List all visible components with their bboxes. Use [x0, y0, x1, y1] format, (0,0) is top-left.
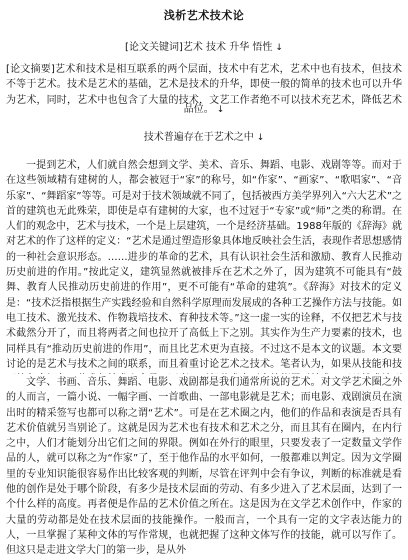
article-title: 浅析艺术技术论	[163, 9, 245, 22]
article-abstract: [论文摘要]艺术和技术是相互联系的两个层面，技术中有艺术，艺术中也有技术，但技术不等于艺术。技术是艺术的基础，艺术是技术的升华，即使一般的简单的技术也可以升华为艺术，同时，艺术中也包含了大量的技术，文艺工作者绝不可以技术充艺术，降低艺术	[6, 64, 402, 106]
body-paragraph-2: 文学、书画、音乐、舞蹈、电影、戏剧都是我们通常所说的艺术。对文学艺术圈之外的人而言，一篇小说、一幅字画、一首歌曲、一部电影就是艺术；而电影、戏剧演员在演出时的精采签写也都可以称之谓“艺术”。可是在艺术圈之内，他们的作品和表演是否具有艺术价值就另当别论了。这就是因为艺术也有技术和艺术之分，而且其有在圈内，在内行之中，人们才能划分出它们之间的界限。例如在外行的眼里，只要发表了一定数量文学作品的人，就可以称之为“作家”了，至于他作品的水平如何，一般都难以判定。因为文学圈里的专业知识能很容易作出比较客观的判断，尽管在评判中会有争议，判断的标准就是看他的创作是处于哪个阶段，有多少是技术层面的劳动、有多少进入了艺术层面，达到了一个什么样的高度。再者便是作品的艺术价值之所在。这是因为在文学艺术创作中，作家的大量的劳动都是处在技术层面的技能操作。一般而言，一个具有一定的文字表达能力的人，一旦掌握了某种文体的写作常规，也就把握了这种文体写作的技能，就可以写作了。但这只是走进文学大门的第一步，是从外	[6, 377, 402, 557]
body-paragraph-1: 一提到艺术，人们就自然会想到文学、美术、音乐、舞蹈、电影、戏剧等等。而对于在这些领域精有建树的人，都会被冠于“家”的称号，如“作家”、“画家”、“歌唱家”、“音乐家”、“舞蹈家”等等。可是对于技术领域就不同了，包括被西方美学界列入“六大艺术”之首的建筑也无此殊荣，即使是卓有建树的大家，也不过冠于“专家”或“师”之类的称谓。在人们的观念中，艺术与技术，一个是上层建筑，一个是经济基础。1988年版的《辞海》就对艺术的作了这样的定义：“艺术是通过塑造形象具体地反映社会生活，表现作者思想感情的一种社会意识形态。……进步的革命的艺术，具有认识社会生活和激励、教育人民推动历史前进的作用。”按此定义，建筑显然就被排斥在艺术之外了，因为建筑不可能具有“鼓舞、教育人民推动历史前进的作用”，更不可能有“革命的建筑”。《辞海》对技术的定义是：“技术泛指根据生产实践经验和自然科学原理而发展成的各种工艺操作方法与技能。如电工技术、激光技术、作物栽培技术、育种技术等。”这一虚一实的诠释，不仅把艺术与技术截然分开了，而且将两者之间也拉开了高低上下之别。其实作为生产力要素的技术，也同样具有“推动历史前进的作用”，而且比艺术更为直接。不过这不是本文的议题。本文要讨论的是艺术与技术之间的联系，而且着重讨论艺术之技术。笔者认为，如果从技能和技	[6, 160, 402, 370]
line-break-arrow-icon: ↓	[216, 105, 225, 115]
line-break-arrow-icon: ↓	[275, 43, 283, 53]
section-heading	[0, 128, 408, 143]
abstract-tail-text: 品位。	[183, 104, 214, 115]
article-keywords	[0, 38, 408, 53]
section-heading-text: 技术普遍存在于艺术之中	[143, 132, 254, 143]
line-break-arrow-icon: ↓	[256, 133, 265, 143]
keywords-text: [论文关键词]艺术 技术 升华 悟性	[125, 42, 273, 53]
abstract-tail	[0, 100, 408, 115]
